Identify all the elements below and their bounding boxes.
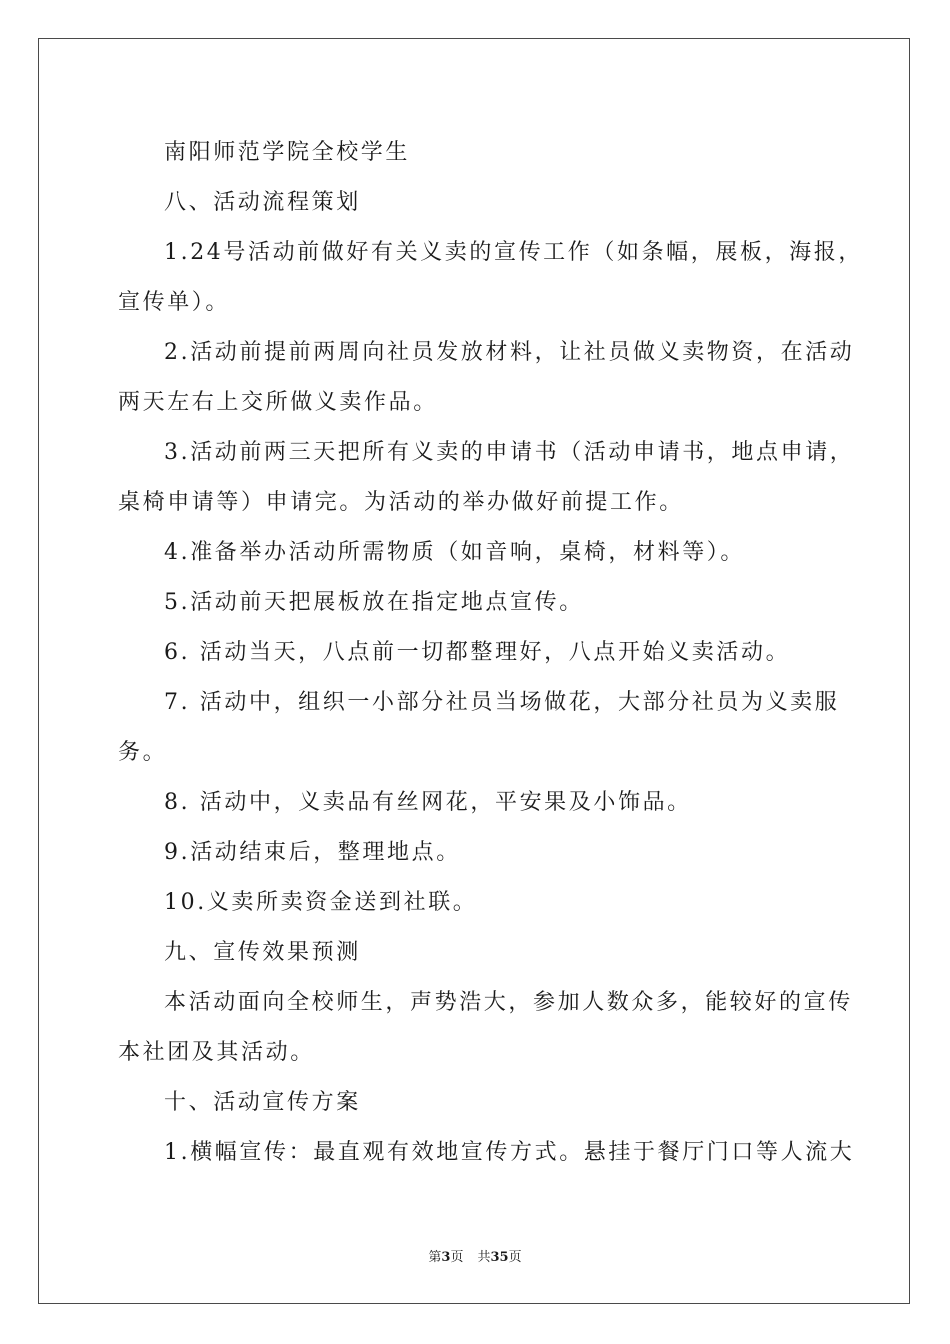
page-footer (0, 1246, 950, 1265)
footer-page-number: 3 (441, 1250, 451, 1265)
footer-page-prefix: 第 (428, 1250, 442, 1265)
text-line: 本活动面向全校师生，声势浩大，参加人数众多，能较好的宣传 (164, 990, 853, 1015)
text-line: 宣传单）。 (118, 290, 231, 315)
text-line: 7. 活动中，组织一小部分社员当场做花，大部分社员为义卖服 (164, 690, 840, 715)
text-line: 3.活动前两三天把所有义卖的申请书（活动申请书，地点申请， (164, 440, 855, 465)
text-line: 务。 (118, 740, 168, 765)
text-line: 八、活动流程策划 (164, 190, 361, 215)
footer-total-prefix: 共 (477, 1250, 491, 1265)
text-line: 5.活动前天把展板放在指定地点宣传。 (164, 590, 584, 615)
footer-page-suffix: 页 (450, 1250, 464, 1265)
text-line: 1.24号活动前做好有关义卖的宣传工作（如条幅，展板，海报， (164, 240, 863, 265)
text-line: 6. 活动当天，八点前一切都整理好，八点开始义卖活动。 (164, 640, 791, 665)
document-body (118, 128, 863, 1178)
text-line: 十、活动宣传方案 (164, 1090, 361, 1115)
text-line: 10.义卖所卖资金送到社联。 (164, 890, 478, 915)
text-line: 9.活动结束后，整理地点。 (164, 840, 461, 865)
footer-total-number: 35 (490, 1250, 509, 1265)
text-line: 两天左右上交所做义卖作品。 (118, 390, 438, 415)
footer-total-suffix: 页 (508, 1250, 522, 1265)
text-line: 南阳师范学院全校学生 (164, 140, 411, 165)
text-line: 九、宣传效果预测 (164, 940, 361, 965)
text-line: 4.准备举办活动所需物质（如音响，桌椅，材料等）。 (164, 540, 745, 565)
text-line: 1.横幅宣传：最直观有效地宣传方式。悬挂于餐厅门口等人流大 (164, 1140, 855, 1165)
text-line: 本社团及其活动。 (118, 1040, 315, 1065)
text-line: 桌椅申请等）申请完。为活动的举办做好前提工作。 (118, 490, 684, 515)
text-line: 2.活动前提前两周向社员发放材料，让社员做义卖物资，在活动 (164, 340, 855, 365)
text-line: 8. 活动中，义卖品有丝网花，平安果及小饰品。 (164, 790, 692, 815)
